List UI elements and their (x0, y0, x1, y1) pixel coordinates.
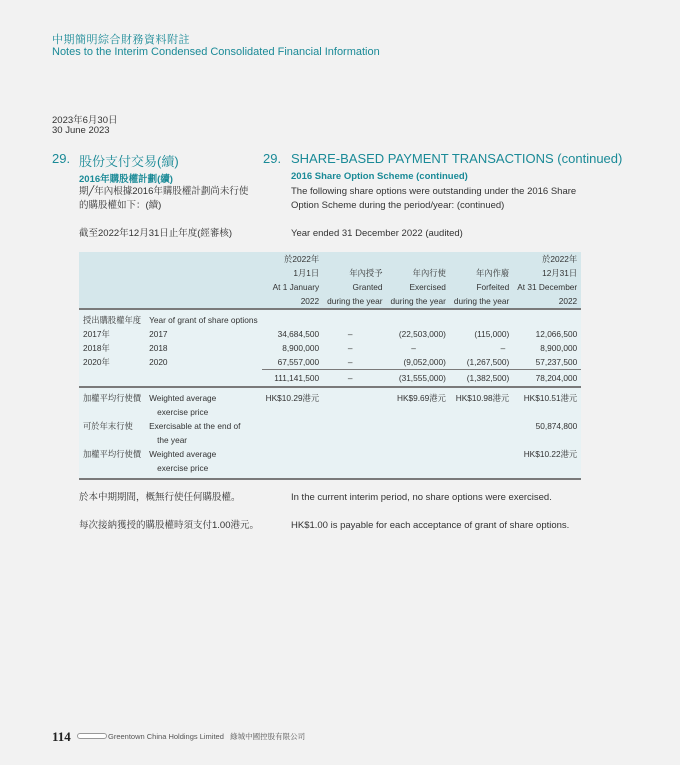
footer-company-zh: 綠城中國控股有限公司 (230, 732, 306, 741)
date-zh: 2023年6月30日 (52, 115, 118, 126)
group-label-en: Year of grant of share options (145, 309, 262, 327)
period-zh: 截至2022年12月31日止年度(經審核) (79, 228, 233, 239)
note1-zh: 於本中期期間，概無行使任何購股權。 (79, 492, 241, 503)
intro-en-line2: Option Scheme during the period/year: (continued) (291, 200, 505, 211)
exercisable-row: 可於年末行使 Exercisable at the end of the year 50,874,800 (79, 419, 581, 447)
weighted-average-price-end-row: 加權平均行使價 Weighted average exercise price HK$10.22港元 (79, 447, 581, 479)
subtitle-zh: 2016年購股權計劃(續) (79, 174, 173, 185)
note2-en: HK$1.00 is payable for each acceptance of grant of share options. (291, 520, 570, 531)
intro-zh-line1: 期╱年內根據2016年購股權計劃尚未行使 (79, 186, 249, 197)
total-row: 111,141,500 – (31,555,000) (1,382,500) 78,204,000 (79, 370, 581, 388)
section-title-zh: 股份支付交易(續) (79, 154, 179, 169)
footer-decorative-bar (77, 733, 107, 739)
note2-zh: 每次接納獲授的購股權時須支付1.00港元。 (79, 520, 259, 531)
group-label-row (79, 309, 581, 327)
group-label-zh: 授出購股權年度 (79, 309, 145, 327)
intro-zh-line2: 的購股權如下：(續) (79, 200, 162, 211)
table-header-row (79, 252, 581, 309)
section-number-en: 29. (263, 151, 282, 166)
date-en: 30 June 2023 (52, 125, 110, 136)
footer-company-en: Greentown China Holdings Limited (108, 732, 224, 741)
section-title-en: SHARE-BASED PAYMENT TRANSACTIONS (continued) (291, 151, 623, 166)
table-row: 2017年 2017 34,684,500 – (22,503,000) (115,000) 12,066,500 (79, 327, 581, 341)
table-row: 2018年 2018 8,900,000 – – – 8,900,000 (79, 341, 581, 355)
weighted-average-price-row: 加權平均行使價 Weighted average exercise price HK$10.29港元 HK$9.69港元 HK$10.98港元 HK$10.51港元 (79, 387, 581, 419)
col-header-at-31-dec: 於2022年 12月31日 At 31 December 2022 (513, 252, 581, 309)
page-number: 114 (52, 729, 71, 744)
footer-company (108, 731, 305, 742)
header-title-zh: 中期簡明綜合財務資料附註 (52, 34, 190, 46)
col-header-granted: 年內授予 Granted during the year (323, 252, 386, 309)
intro-en-line1: The following share options were outstanding under the 2016 Share (291, 186, 577, 197)
header-title-en: Notes to the Interim Condensed Consolidated Financial Information (52, 46, 380, 58)
col-header-forfeited: 年內作廢 Forfeited during the year (450, 252, 513, 309)
section-number-zh: 29. (52, 151, 71, 166)
note1-en: In the current interim period, no share options were exercised. (291, 492, 552, 503)
col-header-exercised: 年內行使 Exercised during the year (387, 252, 450, 309)
period-en: Year ended 31 December 2022 (audited) (291, 228, 463, 239)
subtitle-en: 2016 Share Option Scheme (continued) (291, 171, 468, 182)
table-row: 2020年 2020 67,557,000 – (9,052,000) (1,267,500) 57,237,500 (79, 355, 581, 370)
col-header-at-1-jan: 於2022年 1月1日 At 1 January 2022 (262, 252, 324, 309)
share-options-table (79, 252, 581, 480)
